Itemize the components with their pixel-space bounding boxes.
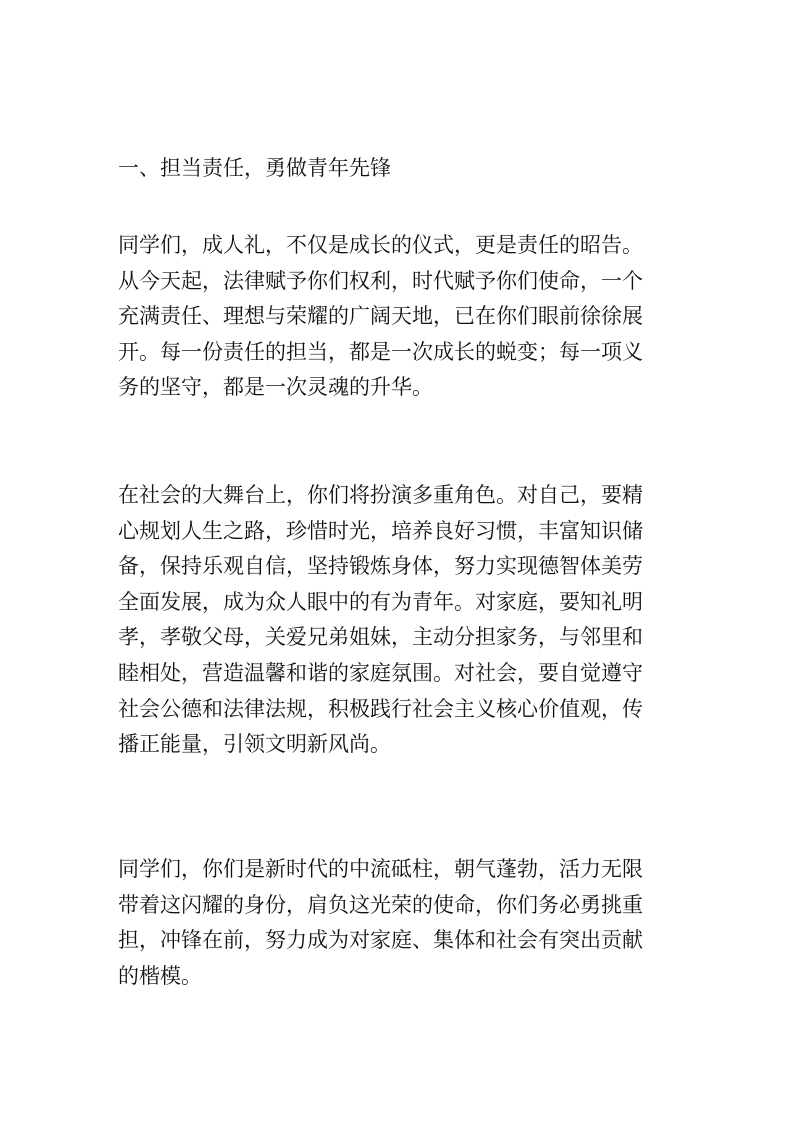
text-line: 全面发展，成为众人眼中的有为青年。对家庭，要知礼明 [118, 589, 643, 614]
text-line: 从今天起，法律赋予你们权利，时代赋予你们使命，一个 [118, 268, 643, 293]
text-line: 担，冲锋在前，努力成为对家庭、集体和社会有突出贡献 [118, 928, 643, 953]
text-line: 心规划人生之路，珍惜时光，培养良好习惯，丰富知识储 [118, 518, 643, 543]
text-line: 同学们，你们是新时代的中流砥柱，朝气蓬勃，活力无限 [118, 857, 643, 881]
section-heading: 一、担当责任，勇做青年先锋 [118, 156, 391, 180]
text-line: 充满责任、理想与荣耀的广阔天地，已在你们眼前徐徐展 [118, 304, 643, 329]
text-line: 务的坚守，都是一次灵魂的升华。 [118, 375, 433, 400]
text-line: 社会公德和法律法规，积极践行社会主义核心价值观，传 [118, 696, 643, 721]
text-line: 的楷模。 [118, 963, 202, 988]
text-line: 在社会的大舞台上，你们将扮演多重角色。对自己，要精 [118, 483, 643, 507]
text-line: 播正能量，引领文明新风尚。 [118, 732, 391, 757]
text-line: 孝，孝敬父母，关爱兄弟姐妹，主动分担家务，与邻里和 [118, 625, 643, 650]
text-line: 睦相处，营造温馨和谐的家庭氛围。对社会，要自觉遵守 [118, 660, 643, 685]
paragraph-1 [118, 228, 678, 406]
text-line: 备，保持乐观自信，坚持锻炼身体，努力实现德智体美劳 [118, 554, 643, 579]
paragraph-3 [118, 852, 678, 994]
text-line: 开。每一份责任的担当，都是一次成长的蜕变；每一项义 [118, 339, 643, 364]
paragraph-2 [118, 478, 678, 763]
text-line: 同学们，成人礼，不仅是成长的仪式，更是责任的昭告。 [118, 233, 643, 257]
text-line: 带着这闪耀的身份，肩负这光荣的使命，你们务必勇挑重 [118, 892, 643, 917]
